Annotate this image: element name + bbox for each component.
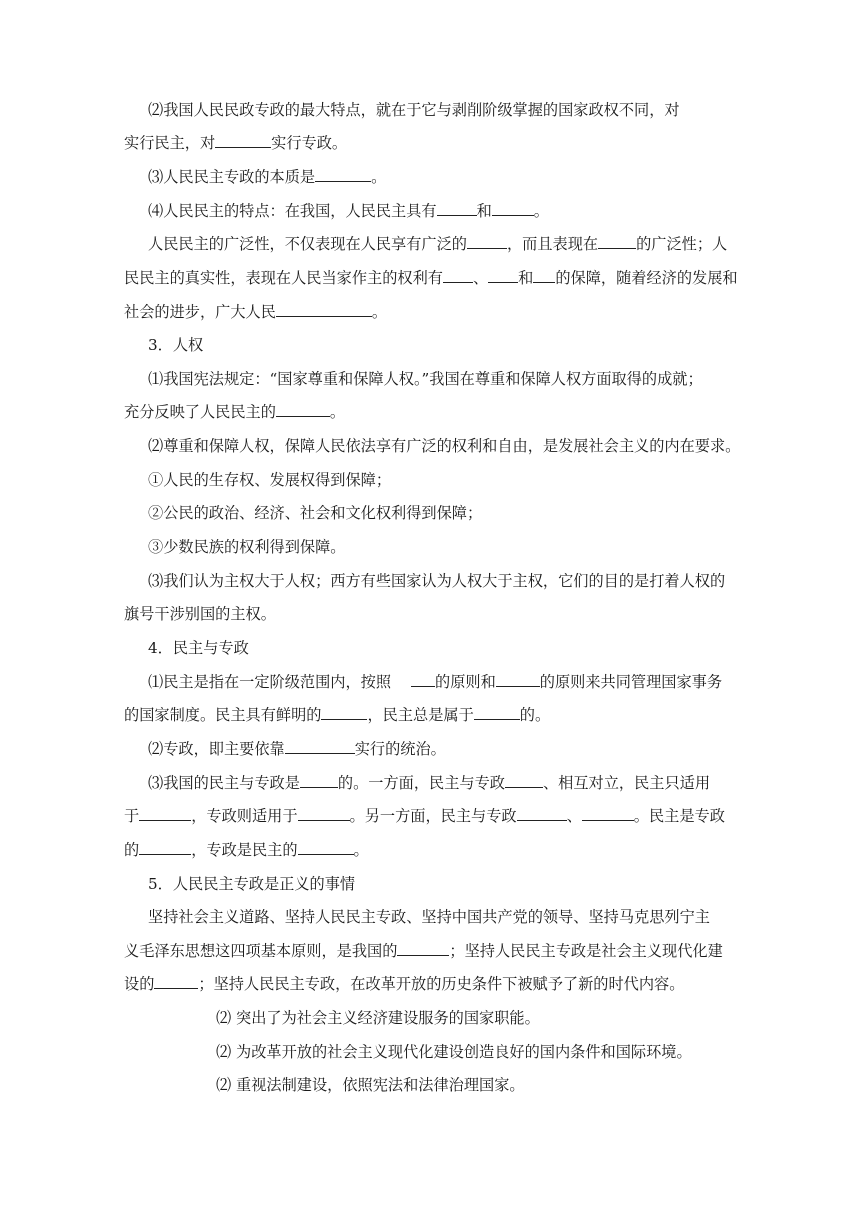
fill-in-blank xyxy=(321,704,367,720)
fill-in-blank xyxy=(492,200,534,216)
fill-in-blank xyxy=(517,805,567,821)
text-segment: ⑵尊重和保障人权，保障人民依法享有广泛的权利和自由，是发展社会主义的内在要求。 xyxy=(148,437,741,455)
text-line xyxy=(0,469,860,491)
text-segment: ，专政则适用于 xyxy=(191,807,298,825)
text-segment: 。 xyxy=(353,841,369,859)
text-line xyxy=(0,570,860,592)
text-segment: ⑶我国的民主与专政是 xyxy=(148,774,300,792)
text-line xyxy=(0,301,860,323)
text-segment: 。民主是专政 xyxy=(633,807,725,825)
text-line xyxy=(0,772,860,794)
text-segment: 。另一方面，民主与专政 xyxy=(349,807,517,825)
text-segment: ⑵我国人民民政专政的最大特点，就在于它与剥削阶级掌握的国家政权不同，对 xyxy=(148,101,680,119)
text-segment: ②公民的政治、经济、社会和文化权利得到保障； xyxy=(148,504,483,522)
text-segment: 的国家制度。民主具有鲜明的 xyxy=(124,706,322,724)
fill-in-blank xyxy=(154,973,198,989)
fill-in-blank xyxy=(215,132,271,148)
text-line xyxy=(0,671,860,693)
text-line xyxy=(0,805,860,827)
text-line xyxy=(0,502,860,524)
fill-in-blank xyxy=(276,301,372,317)
text-line xyxy=(0,738,860,760)
fill-in-blank xyxy=(411,671,435,687)
fill-in-blank xyxy=(443,267,473,283)
text-segment: 。 xyxy=(329,403,346,421)
text-segment: 的原则来共同管理国家事务 xyxy=(539,673,723,691)
text-segment: 和 xyxy=(476,202,492,220)
fill-in-blank xyxy=(285,738,355,754)
text-segment: 、相互对立，民主只适用 xyxy=(542,774,710,792)
fill-in-blank xyxy=(496,671,540,687)
text-segment: ③少数民族的权利得到保障。 xyxy=(148,538,346,556)
text-segment: 实行专政。 xyxy=(271,134,348,152)
fill-in-blank xyxy=(276,401,330,417)
text-segment: 于 xyxy=(124,807,140,825)
fill-in-blank xyxy=(298,839,354,855)
text-line xyxy=(0,435,860,457)
text-segment: 旗号干涉别国的主权。 xyxy=(124,605,276,623)
text-line xyxy=(0,906,860,928)
fill-in-blank xyxy=(437,200,477,216)
text-segment: 义毛泽东思想这四项基本原则，是我国的 xyxy=(124,942,398,960)
text-segment: 民民主的真实性，表现在人民当家作主的权利有 xyxy=(124,269,443,287)
text-line xyxy=(0,200,860,222)
text-segment: ⑶我们认为主权大于人权；西方有些国家认为人权大于主权，它们的目的是打着人权的 xyxy=(148,572,726,590)
text-segment: ，而且表现在 xyxy=(506,235,599,253)
fill-in-blank xyxy=(139,805,191,821)
fill-in-blank xyxy=(397,940,449,956)
text-segment: 的原则和 xyxy=(435,673,496,691)
text-line xyxy=(0,1074,860,1096)
text-segment: 4．民主与专政 xyxy=(148,639,249,657)
fill-in-blank xyxy=(598,233,636,249)
text-line xyxy=(0,637,860,659)
fill-in-blank xyxy=(505,772,543,788)
text-line xyxy=(0,368,860,390)
text-segment: 充分反映了人民民主的 xyxy=(124,403,276,421)
text-segment: 人民民主的广泛性，不仅表现在人民享有广泛的 xyxy=(148,235,467,253)
text-line xyxy=(0,704,860,726)
text-line xyxy=(0,603,860,625)
text-segment: ；坚持人民民主专政是社会主义现代化建 xyxy=(449,942,723,960)
text-segment: 。 xyxy=(371,168,387,186)
text-line xyxy=(0,233,860,255)
text-segment: ；坚持人民民主专政，在改革开放的历史条件下被赋予了新的时代内容。 xyxy=(198,975,685,993)
text-segment: 的 xyxy=(124,841,140,859)
text-line xyxy=(0,873,860,895)
text-segment: 、 xyxy=(566,807,582,825)
text-segment: ⑵ 突出了为社会主义经济建设服务的国家职能。 xyxy=(216,1009,540,1027)
text-segment: 实行的统治。 xyxy=(354,740,446,758)
fill-in-blank xyxy=(315,166,371,182)
text-segment: 实行民主，对 xyxy=(124,134,216,152)
text-segment: 。 xyxy=(371,303,388,321)
text-segment: 的。 xyxy=(519,706,551,724)
fill-in-blank xyxy=(533,267,555,283)
fill-in-blank xyxy=(139,839,191,855)
text-segment: ⑵ 为改革开放的社会主义现代化建设创造良好的国内条件和国际环境。 xyxy=(216,1043,692,1061)
text-segment: 设的 xyxy=(124,975,155,993)
fill-in-blank xyxy=(300,772,338,788)
text-segment: 坚持社会主义道路、坚持人民民主专政、坚持中国共产党的领导、坚持马克思列宁主 xyxy=(148,908,710,926)
fill-in-blank xyxy=(298,805,350,821)
text-line xyxy=(0,132,860,154)
text-segment: 3．人权 xyxy=(148,336,204,354)
text-line xyxy=(0,401,860,423)
text-line xyxy=(0,166,860,188)
text-segment: ，民主总是属于 xyxy=(367,706,474,724)
text-line xyxy=(0,1041,860,1063)
fill-in-blank xyxy=(488,267,518,283)
text-line xyxy=(0,99,860,121)
fill-in-blank xyxy=(474,704,520,720)
text-segment: ⑵ 重视法制建设，依照宪法和法律治理国家。 xyxy=(216,1076,525,1094)
text-segment: 的保障，随着经济的发展和 xyxy=(555,269,738,287)
text-line xyxy=(0,839,860,861)
text-segment: ①人民的生存权、发展权得到保障； xyxy=(148,471,391,489)
text-segment: 和 xyxy=(518,269,534,287)
text-segment: ⑴我国宪法规定：“国家尊重和保障人权。”我国在尊重和保障人权方面取得的成就； xyxy=(148,370,703,388)
text-line xyxy=(0,940,860,962)
text-segment: 5．人民民主专政是正义的事情 xyxy=(148,875,356,893)
text-segment: 的。一方面，民主与专政 xyxy=(337,774,505,792)
fill-in-blank xyxy=(467,233,507,249)
text-line xyxy=(0,973,860,995)
text-line xyxy=(0,334,860,356)
text-line xyxy=(0,1007,860,1029)
text-line xyxy=(0,536,860,558)
text-segment: ⑵专政，即主要依靠 xyxy=(148,740,285,758)
text-segment: ，专政是民主的 xyxy=(191,841,298,859)
text-segment: 。 xyxy=(533,202,549,220)
text-segment: ⑷人民民主的特点：在我国，人民民主具有 xyxy=(148,202,437,220)
text-segment: ⑶人民民主专政的本质是 xyxy=(148,168,316,186)
fill-in-blank xyxy=(582,805,634,821)
text-segment: 的广泛性；人 xyxy=(636,235,728,253)
text-line xyxy=(0,267,860,289)
text-segment: 、 xyxy=(472,269,489,287)
text-segment: ⑴民主是指在一定阶级范围内，按照 xyxy=(148,673,412,691)
text-segment: 社会的进步，广大人民 xyxy=(124,303,276,321)
